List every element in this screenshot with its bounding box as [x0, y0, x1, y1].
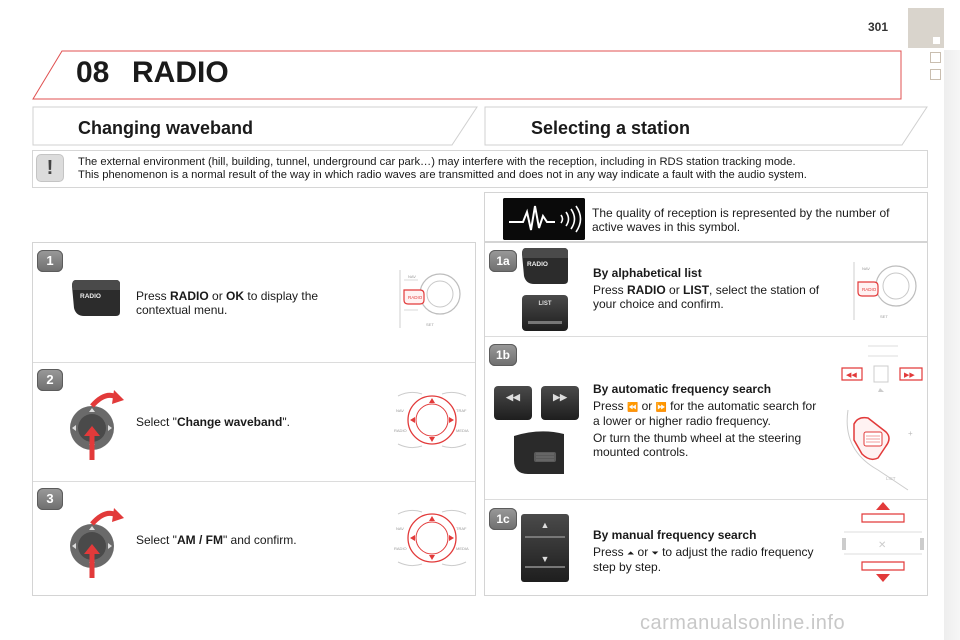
svg-text:MEDIA: MEDIA [456, 428, 469, 433]
step-3-text [136, 533, 336, 547]
alpha-text-c: , select the station of your choice and confirm. [593, 283, 820, 311]
chapter-title: RADIO [132, 56, 229, 89]
svg-text:RADIO: RADIO [408, 295, 423, 300]
svg-text:RADIO: RADIO [394, 428, 407, 433]
svg-text:RADIO: RADIO [862, 287, 877, 292]
manual-search-heading: By manual frequency search [593, 528, 757, 542]
radio-key-label: RADIO [80, 293, 101, 300]
step-3-bold: AM / FM [176, 533, 223, 547]
seek-forward-key-icon: ▶▶ [541, 386, 579, 420]
step-1-text-b: or [208, 289, 227, 303]
step-1-bold-a: RADIO [170, 289, 209, 303]
svg-text:NAV: NAV [396, 526, 404, 531]
side-checkboxes [930, 52, 941, 86]
reception-text: The quality of reception is represented by the number of active waves in this symbol. [592, 206, 890, 234]
left-section-header [32, 106, 478, 146]
list-key-label: LIST [538, 301, 552, 307]
divider [33, 481, 475, 482]
thumb-wheel-text: Or turn the thumb wheel at the steering mounted controls. [593, 431, 802, 459]
warning-line-2: This phenomenon is a normal result of the way in which radio waves are transmitted and does not in any way indicate a fault with the audio system. [78, 169, 807, 181]
faceplate-radio-highlight [840, 258, 924, 324]
tune-down-glyph: ⏷ [651, 548, 659, 558]
step-1-text-c: to display the contextual menu. [136, 289, 319, 317]
thumb-wheel-icon [510, 430, 570, 478]
divider [485, 336, 927, 337]
divider [485, 499, 927, 500]
step-2-bold: Change waveband [176, 415, 283, 429]
right-section-header [484, 106, 928, 146]
step-badge-1: 1 [37, 250, 63, 272]
watermark: carmanualsonline.info [640, 612, 846, 634]
seek-back-glyph: ⏪ [627, 402, 639, 412]
seek-forward-glyph: ⏩ [655, 402, 667, 412]
alpha-bold-a: RADIO [627, 283, 666, 297]
warning-text [78, 156, 924, 182]
chapter-number: 08 [76, 56, 110, 89]
manual-text-a: Press [593, 545, 628, 559]
reception-waves-icon [503, 198, 585, 240]
svg-text:RADIO: RADIO [394, 546, 407, 551]
svg-text:◀◀: ◀◀ [846, 371, 857, 379]
step-3-text-a: Select " [136, 533, 177, 547]
svg-text:TRAF: TRAF [456, 526, 467, 531]
manual-search-text [593, 545, 825, 574]
right-section-title: Selecting a station [531, 118, 691, 138]
manual-text-b: or [634, 545, 652, 559]
step-1-bold-b: OK [226, 289, 245, 303]
seek-back-key-icon: ◀◀ [494, 386, 532, 420]
manual-text-c: to adjust the radio frequency step by step. [593, 545, 814, 574]
step-badge-1a: 1a [489, 250, 517, 272]
rotary-knob-icon [66, 380, 126, 464]
manual-tune-controls-illustration [840, 502, 926, 592]
alphabetical-text [593, 283, 828, 311]
list-key-icon [522, 295, 568, 331]
auto-text-c: for the automatic search for a lower or higher radio frequency. [593, 399, 817, 428]
auto-text-b: or [638, 399, 656, 413]
faceplate-radio-highlight [386, 266, 470, 332]
alpha-text-b: or [665, 283, 684, 297]
step-2-text-a: Select " [136, 415, 177, 429]
left-section-title: Changing waveband [78, 118, 254, 138]
tune-up-down-keys-icon: ▲ ▼ [521, 514, 569, 582]
svg-text:TRAF: TRAF [456, 408, 467, 413]
warning-line-1: The external environment (hill, building, tunnel, underground car park…) may interfere with the reception, including in RDS station tracking mode. [78, 156, 796, 168]
svg-text:LIST: LIST [886, 476, 896, 481]
automatic-search-text [593, 399, 825, 428]
corner-tab [908, 8, 944, 48]
divider [33, 362, 475, 363]
steering-controls-illustration [838, 340, 926, 496]
step-badge-2: 2 [37, 369, 63, 391]
step-badge-1c: 1c [489, 508, 517, 530]
step-3-text-b: " and confirm. [222, 533, 297, 547]
auto-text-a: Press [593, 399, 628, 413]
svg-text:SET: SET [880, 314, 888, 319]
tune-up-glyph: ⏶ [627, 548, 635, 558]
svg-text:✕: ✕ [878, 540, 887, 551]
automatic-search-heading: By automatic frequency search [593, 382, 772, 396]
svg-text:+: + [908, 429, 913, 438]
alphabetical-heading: By alphabetical list [593, 266, 702, 280]
step-2-text-b: ". [282, 415, 290, 429]
step-1-text-a: Press [136, 289, 171, 303]
svg-text:▶▶: ▶▶ [904, 371, 915, 379]
svg-text:NAV: NAV [408, 274, 416, 279]
faceplate-knob-highlight [392, 388, 472, 452]
step-2-text [136, 415, 336, 429]
radio-key-label: RADIO [527, 261, 548, 268]
rotary-knob-icon [66, 498, 126, 582]
svg-text:NAV: NAV [396, 408, 404, 413]
svg-text:SET: SET [426, 322, 434, 327]
step-1-text [136, 289, 346, 317]
alpha-text-a: Press [593, 283, 628, 297]
faceplate-knob-highlight [392, 506, 472, 570]
step-badge-3: 3 [37, 488, 63, 510]
right-margin-strip [944, 50, 960, 640]
exclamation-icon: ! [36, 154, 64, 182]
svg-text:NAV: NAV [862, 266, 870, 271]
alpha-bold-b: LIST [683, 283, 710, 297]
page-number: 301 [868, 20, 889, 34]
svg-text:MEDIA: MEDIA [456, 546, 469, 551]
step-badge-1b: 1b [489, 344, 517, 366]
